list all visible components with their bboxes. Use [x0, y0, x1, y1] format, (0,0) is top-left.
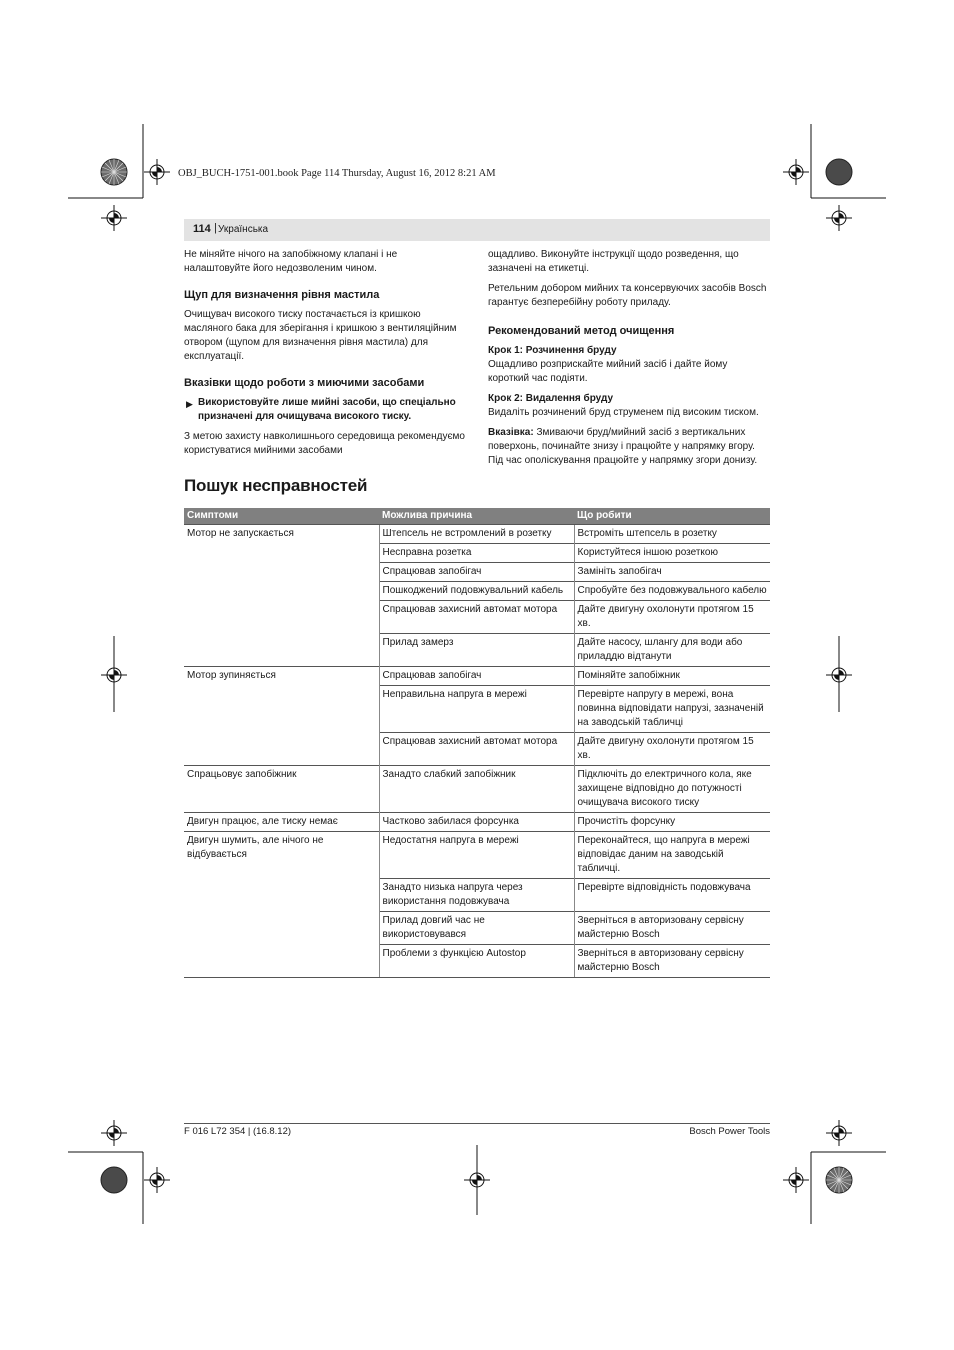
- step1-heading: Крок 1: Розчинення бруду: [488, 345, 617, 356]
- dipstick-heading: Щуп для визначення рівня мастила: [184, 289, 380, 301]
- cell-action: Дайте насосу, шлангу для води або приладдю відтанути: [574, 634, 770, 667]
- cell-symptom: [184, 733, 379, 766]
- cell-symptom: [184, 879, 379, 912]
- table-row: [184, 879, 770, 912]
- step2-text: Видаліть розчинений бруд струменем під високим тиском.: [488, 407, 759, 418]
- bullet-arrow-icon: ▶: [186, 399, 193, 409]
- cell-symptom: [184, 945, 379, 978]
- cleaners-heading: Вказівки щодо роботи з миючими засобами: [184, 377, 425, 389]
- cell-cause: Штепсель не встромлений в розетку: [379, 525, 574, 544]
- cell-action: Переконайтеся, що напруга в мережі відповідає даним на заводській табличці.: [574, 832, 770, 879]
- bosch-text: Ретельним добором мийних та консервуючих засобів Bosch гарантує безперебійну роботу приладу.: [488, 283, 767, 308]
- note-text: Змиваючи бруд/мийний засіб з вертикальних поверхонь, починайте знизу і працюйте у напрямку вгору. Під час ополіскування працюйте у напрямку згори донизу.: [488, 427, 758, 466]
- cell-cause: Пошкоджений подовжувальний кабель: [379, 582, 574, 601]
- table-row: [184, 667, 770, 686]
- cell-action: Зверніться в авторизовану сервісну майстерню Bosch: [574, 945, 770, 978]
- cell-action: Дайте двигуну охолонути протягом 15 хв.: [574, 733, 770, 766]
- cell-cause: Несправна розетка: [379, 544, 574, 563]
- cell-action: Спробуйте без подовжувального кабелю: [574, 582, 770, 601]
- cell-cause: Недостатня напруга в мережі: [379, 832, 574, 879]
- cell-symptom: Двигун шумить, але нічого не відбувається: [184, 832, 379, 879]
- column-header: Симптоми: [184, 508, 379, 525]
- cell-symptom: [184, 544, 379, 563]
- table-row: [184, 945, 770, 978]
- cell-symptom: [184, 601, 379, 634]
- continuation-text: ощадливо. Виконуйте інструкції щодо розведення, що зазначені на етикетці.: [488, 249, 739, 274]
- table-header-row: [184, 508, 770, 525]
- cell-symptom: Мотор зупиняється: [184, 667, 379, 686]
- print-info: OBJ_BUCH-1751-001.book Page 114 Thursday, August 16, 2012 8:21 AM: [178, 168, 496, 179]
- cell-action: Перевірте відповідність подовжувача: [574, 879, 770, 912]
- cell-action: Дайте двигуну охолонути протягом 15 хв.: [574, 601, 770, 634]
- table-row: [184, 601, 770, 634]
- cell-action: Користуйтеся іншою розеткою: [574, 544, 770, 563]
- cell-cause: Занадто низька напруга через використання подовжувача: [379, 879, 574, 912]
- cell-symptom: Двигун працює, але тиску немає: [184, 813, 379, 832]
- cell-cause: Спрацював запобігач: [379, 667, 574, 686]
- footer-rule: [184, 1123, 770, 1124]
- header-language: Українська: [218, 224, 269, 235]
- table-row: [184, 832, 770, 879]
- table-row: [184, 733, 770, 766]
- table-row: [184, 525, 770, 544]
- step2-heading: Крок 2: Видалення бруду: [488, 393, 614, 404]
- table-row: [184, 563, 770, 582]
- note: [488, 426, 770, 468]
- dipstick-text: Очищувач високого тиску постачається із кришкою масляного бака для зберігання і кришкою з вентиляційним отвором (щупом для визначення рівня мастила) для експлуатації.: [184, 309, 457, 362]
- intro-text: Не міняйте нічого на запобіжному клапані і не налаштовуйте його недозволеним чином.: [184, 249, 398, 274]
- left-column: [184, 248, 466, 464]
- cell-action: Прочистіть форсунку: [574, 813, 770, 832]
- cell-cause: Прилад замерз: [379, 634, 574, 667]
- cell-symptom: Спрацьовує запобіжник: [184, 766, 379, 813]
- table-row: [184, 766, 770, 813]
- cell-action: Підключіть до електричного кола, яке захищене відповідно до потужності очищувача високого тиску: [574, 766, 770, 813]
- cell-cause: Неправильна напруга в мережі: [379, 686, 574, 733]
- cell-symptom: [184, 634, 379, 667]
- cell-action: Зверніться в авторизовану сервісну майстерню Bosch: [574, 912, 770, 945]
- footer-brand: Bosch Power Tools: [689, 1126, 770, 1137]
- cell-cause: Спрацював захисний автомат мотора: [379, 733, 574, 766]
- cleaners-warning: [184, 396, 466, 424]
- cell-action: Поміняйте запобіжник: [574, 667, 770, 686]
- cell-cause: Частково забилася форсунка: [379, 813, 574, 832]
- table-row: [184, 544, 770, 563]
- table-row: [184, 912, 770, 945]
- cell-symptom: [184, 912, 379, 945]
- column-header: Можлива причина: [379, 508, 574, 525]
- table-row: [184, 686, 770, 733]
- cell-action: Встроміть штепсель в розетку: [574, 525, 770, 544]
- step1-text: Ощадливо розприскайте мийний засіб і дайте йому короткий час подіяти.: [488, 359, 728, 384]
- cell-cause: Прилад довгий час не використовувався: [379, 912, 574, 945]
- cell-action: Перевірте напругу в мережі, вона повинна відповідати напрузі, зазначеній на заводській табличці: [574, 686, 770, 733]
- section-title: Пошук несправностей: [184, 476, 368, 495]
- cell-cause: Спрацював захисний автомат мотора: [379, 601, 574, 634]
- cell-symptom: [184, 582, 379, 601]
- header-separator: |: [214, 222, 217, 234]
- table-row: [184, 582, 770, 601]
- cell-symptom: [184, 563, 379, 582]
- right-column: [488, 248, 770, 474]
- page-number: 114: [193, 223, 211, 235]
- method-heading: Рекомендований метод очищення: [488, 325, 675, 337]
- environment-text: З метою захисту навколишнього середовища рекомендуємо користуватися мийними засобами: [184, 431, 465, 456]
- cell-action: Замініть запобігач: [574, 563, 770, 582]
- table-row: [184, 813, 770, 832]
- cell-symptom: [184, 686, 379, 733]
- cell-cause: Спрацював запобігач: [379, 563, 574, 582]
- header-bar: [184, 219, 770, 241]
- footer-document-code: F 016 L72 354 | (16.8.12): [184, 1126, 292, 1137]
- cell-symptom: Мотор не запускається: [184, 525, 379, 544]
- troubleshooting-table: [184, 508, 770, 978]
- warning-text: Використовуйте лише мийні засоби, що спеціально призначені для очищувача високого тиску.: [198, 397, 456, 422]
- cell-cause: Проблеми з функцією Autostop: [379, 945, 574, 978]
- cell-cause: Занадто слабкий запобіжник: [379, 766, 574, 813]
- table-row: [184, 634, 770, 667]
- column-header: Що робити: [574, 508, 770, 525]
- note-label: Вказівка:: [488, 427, 534, 438]
